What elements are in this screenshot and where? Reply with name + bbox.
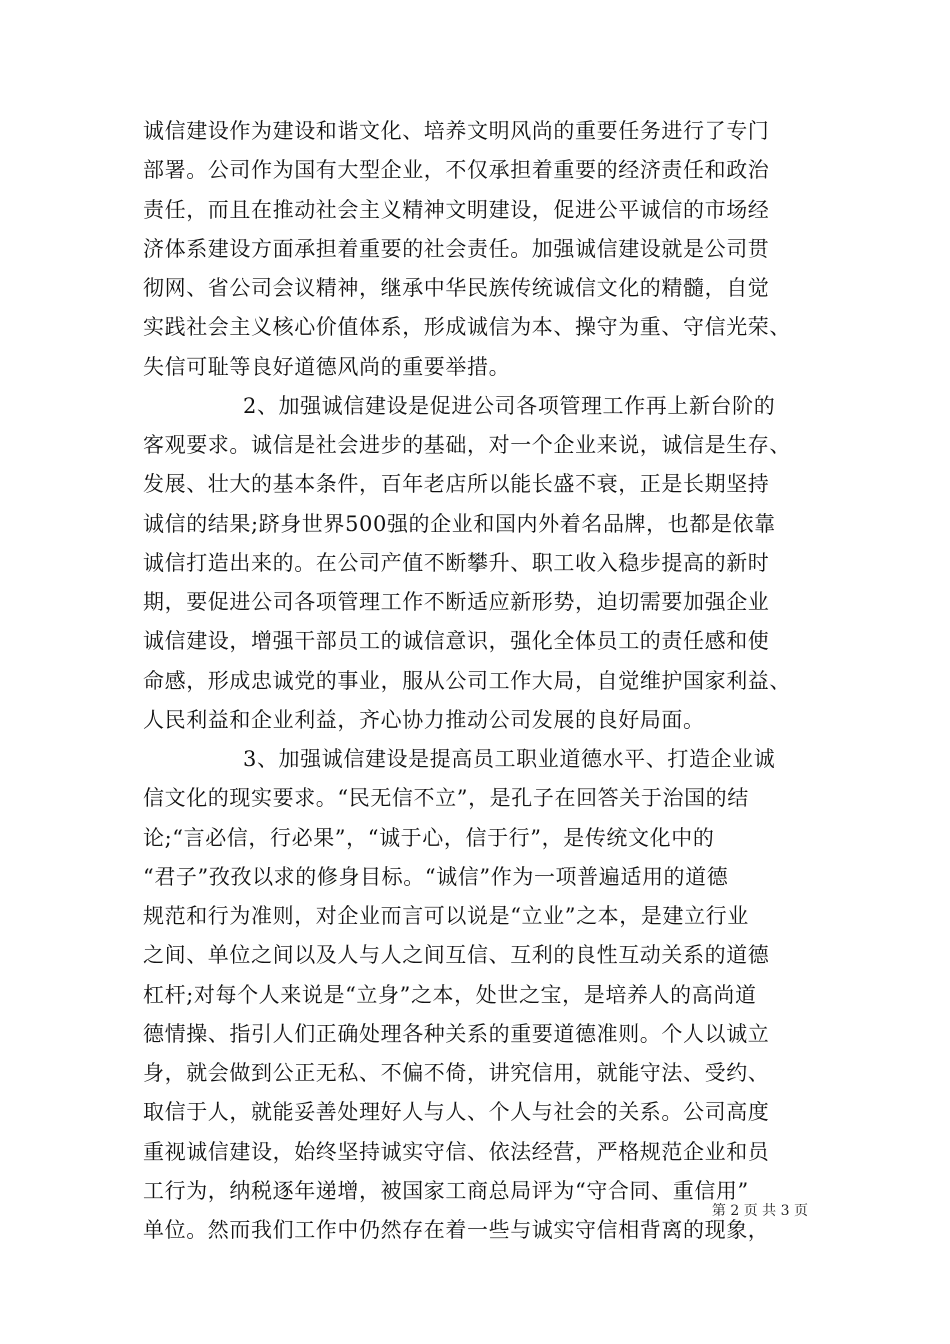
text-line: 人民利益和企业利益，齐心协力推动公司发展的良好局面。 (143, 707, 705, 732)
text-line: 责任，而且在推动社会主义精神文明建设，促进公平诚信的市场经 (143, 197, 770, 222)
text-line: 身，就会做到公正无私、不偏不倚，讲究信用，就能守法、受约、 (143, 1061, 770, 1085)
paragraph-3-first-line: 3、加强诚信建设是提高员工职业道德水平、打造企业诚 (243, 747, 776, 771)
text-line: 失信可耻等良好道德风尚的重要举措。 (143, 354, 511, 379)
text-line: 规范和行为准则，对企业而言可以说是“立业”之本，是建立行业 (143, 904, 749, 928)
text-line: 期，要促进公司各项管理工作不断适应新形势，迫切需要加强企业 (143, 590, 770, 614)
text-line: 诚信的结果;跻身世界500强的企业和国内外着名品牌，也都是依靠 (143, 511, 776, 536)
text-line: 重视诚信建设，始终坚持诚实守信、依法经营，严格规范企业和员 (143, 1139, 770, 1164)
document-body (143, 112, 813, 1250)
text-line: 单位。然而我们工作中仍然存在着一些与诚实守信相背离的现象， (143, 1218, 770, 1242)
text-line: 工行为，纳税逐年递增，被国家工商总局评为“守合同、重信用” (143, 1178, 749, 1203)
text-line: 诚信打造出来的。在公司产值不断攀升、职工收入稳步提高的新时 (143, 550, 770, 575)
text-line: 济体系建设方面承担着重要的社会责任。加强诚信建设就是公司贯 (143, 236, 770, 261)
text-line: 杠杆;对每个人来说是“立身”之本，处世之宝，是培养人的高尚道 (143, 982, 757, 1007)
text-line: 诚信建设作为建设和谐文化、培养文明风尚的重要任务进行了专门 (143, 119, 770, 143)
text-line: 取信于人，就能妥善处理好人与人、个人与社会的关系。公司高度 (143, 1100, 770, 1125)
text-line: 诚信建设，增强干部员工的诚信意识，强化全体员工的责任感和使 (143, 629, 770, 654)
text-line: 德情操、指引人们正确处理各种关系的重要道德准则。个人以诚立 (143, 1021, 770, 1046)
text-line: 部署。公司作为国有大型企业，不仅承担着重要的经济责任和政治 (143, 158, 770, 183)
text-line: 之间、单位之间以及人与人之间互信、互利的良性互动关系的道德 (143, 943, 770, 968)
text-line: 命感，形成忠诚党的事业，服从公司工作大局，自觉维护国家利益、 (143, 668, 791, 693)
text-line: 客观要求。诚信是社会进步的基础，对一个企业来说，诚信是生存、 (143, 433, 791, 457)
page-number-footer: 第 2 页 共 3 页 (711, 1203, 808, 1219)
text-line: 彻网、省公司会议精神，继承中华民族传统诚信文化的精髓，自觉 (143, 276, 770, 300)
text-line: 实践社会主义核心价值体系，形成诚信为本、操守为重、守信光荣、 (143, 315, 791, 340)
text-line: 发展、壮大的基本条件，百年老店所以能长盛不衰，正是长期坚持 (143, 472, 770, 497)
paragraph-2-first-line: 2、加强诚信建设是促进公司各项管理工作再上新台阶的 (243, 393, 776, 418)
text-line: 信文化的现实要求。“民无信不立”，是孔子在回答关于治国的结 (143, 786, 749, 811)
text-line: “君子”孜孜以求的修身目标。“诚信”作为一项普遍适用的道德 (143, 864, 729, 889)
text-line: 论;“言必信，行必果”，“诚于心，信于行”，是传统文化中的 (143, 825, 715, 850)
